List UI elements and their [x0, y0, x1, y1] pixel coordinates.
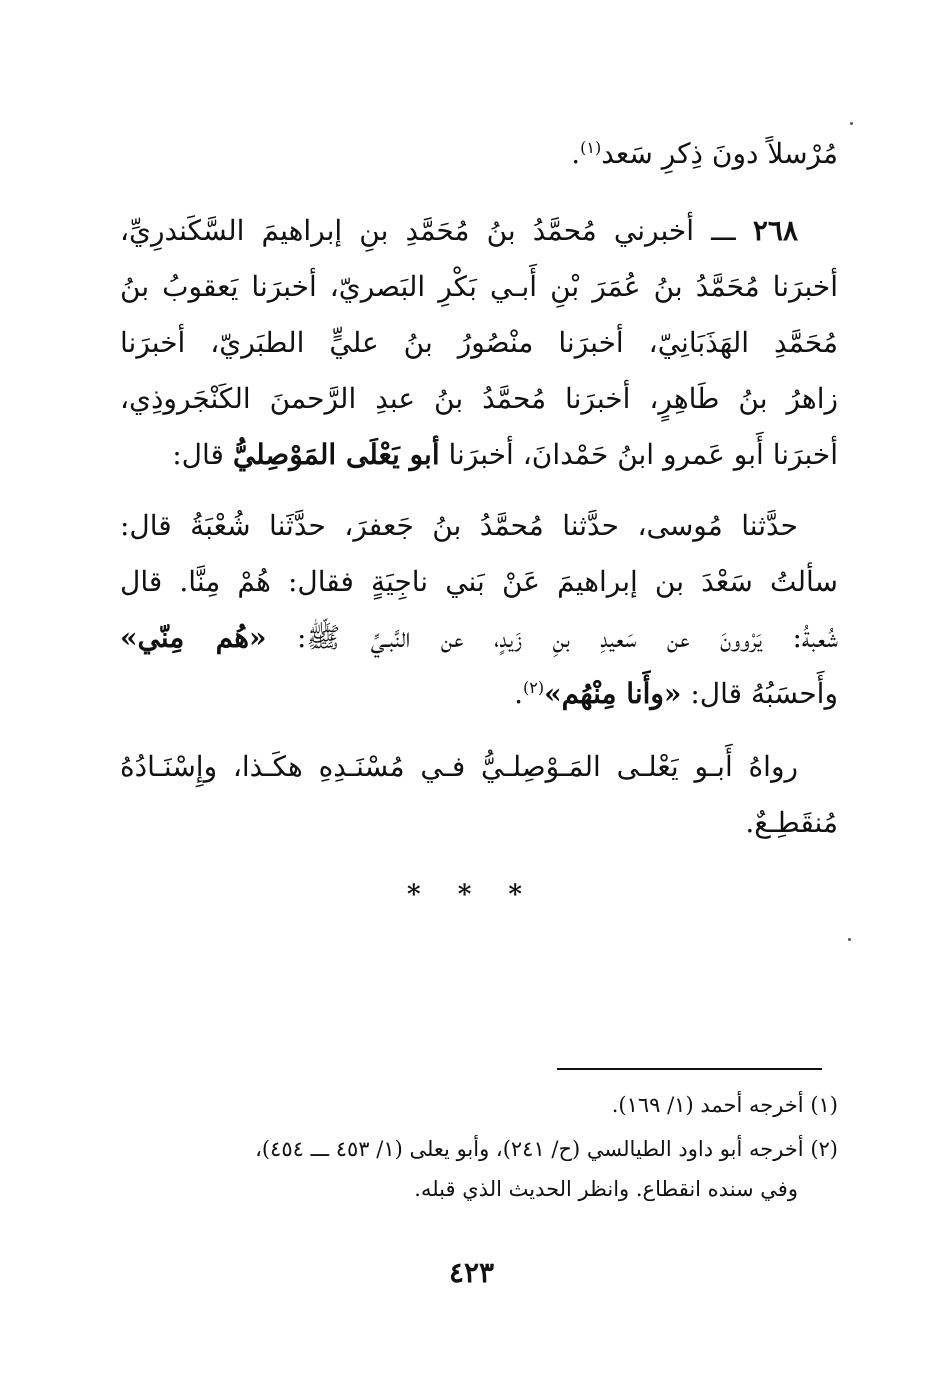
footnote-number: (٢) [810, 1137, 838, 1161]
footnote-ref-2: (٢) [522, 678, 545, 697]
intro-line [120, 126, 838, 182]
section-separator: * * * [407, 880, 536, 910]
hadith-quote: «وأَنا مِنْهُم» [544, 677, 682, 710]
hadith-line [120, 427, 838, 483]
hadith-line: أخبرَنا مُحَمَّدُ بنُ عُمَرَ بْنِ أَبـي بَكْرِ البَصريّ، أخبرَنا يَعقوبُ بنُ [120, 270, 838, 303]
riwayah-paragraph [120, 739, 838, 851]
footnote-2 [120, 1129, 838, 1209]
footnote-line [120, 1085, 838, 1125]
footnote-number: (١) [810, 1093, 838, 1117]
hadith-quote: «هُم مِنّي» [120, 621, 267, 654]
isnad-line: سألتُ سَعْدَ بن إبراهيمَ عَنْ بَني ناجِيَةٍ فقال: هُمْ مِنَّا. قال [120, 565, 838, 598]
scan-speck [848, 938, 851, 941]
isnad-line [120, 610, 838, 666]
hadith-line: زاهرُ بنُ طَاهِرٍ، أخبرَنا مُحمَّدُ بنُ عبدِ الرَّحمنَ الكَنْجَروذِي، [120, 382, 838, 415]
hadith-line [120, 203, 838, 259]
isnad-paragraph [120, 498, 838, 722]
intro-end: . [571, 137, 581, 170]
hadith-number: ٢٦٨ [752, 214, 798, 247]
isnad-line-text: شُعبةُ: يَرْوونَ عن سَعيدِ بنِ زَيدٍ، عن النَّبـيِّ ﷺ: [296, 621, 838, 654]
intro-text: مُرْسلاً دونَ ذِكرِ سَعد [601, 137, 838, 170]
hadith-line-text: أخبرَنا أَبو عَمرو ابنُ حَمْدانَ، أخبرَنا [448, 438, 838, 471]
hadith-268-paragraph [120, 203, 838, 483]
footnote-1 [120, 1085, 838, 1125]
hadith-line-end: قال: [172, 438, 224, 471]
footnote-line [120, 1129, 838, 1169]
footnote-divider [557, 1068, 822, 1070]
isnad-line: حدَّثنا مُوسى، حدَّثنا مُحمَّدُ بنُ جَعفرَ، حدَّثَنا شُعْبَةُ قال: [120, 509, 798, 542]
footnote-text: أخرجه أحمد (١/ ١٦٩). [611, 1093, 804, 1117]
footnotes [120, 1085, 838, 1213]
riwayah-line: رواهُ أَبـو يَعْلـى المَـوْصِلـيُّ فـي مُسْنَـدِهِ هكَـذا، وإِسْنَـادُهُ [120, 750, 798, 783]
intro-paragraph [120, 126, 838, 182]
narrator-name: أبو يَعْلَى المَوْصِليُّ [232, 438, 440, 471]
footnote-text: أخرجه أبو داود الطيالسي (ح/ ٢٤١)، وأبو يعلى (١/ ٤٥٣ ـــ ٤٥٤)، [255, 1137, 804, 1161]
isnad-line-text: وأَحسَبُهُ قال: [690, 677, 838, 710]
isnad-line [120, 666, 838, 722]
isnad-line-end: . [514, 677, 523, 710]
hadith-line: مُحَمَّدِ الهَذَبَانِيّ، أخبرَنا منْصُورُ بنُ عليٍّ الطبَريّ، أخبرَنا [120, 326, 838, 359]
footnote-ref-1: (١) [580, 138, 602, 157]
riwayah-line: مُنقَطِـعٌ. [745, 806, 838, 839]
scan-speck [850, 122, 853, 125]
page-number: ٤٢٣ [448, 1256, 495, 1289]
footnote-continuation: وفي سنده انقطاع. وانظر الحديث الذي قبله. [414, 1177, 798, 1201]
hadith-line-text: ـــ أخبرني مُحمَّدُ بنُ مُحَمَّدِ بنِ إبراهيمَ السَّكَندرِيِّ، [120, 214, 736, 247]
